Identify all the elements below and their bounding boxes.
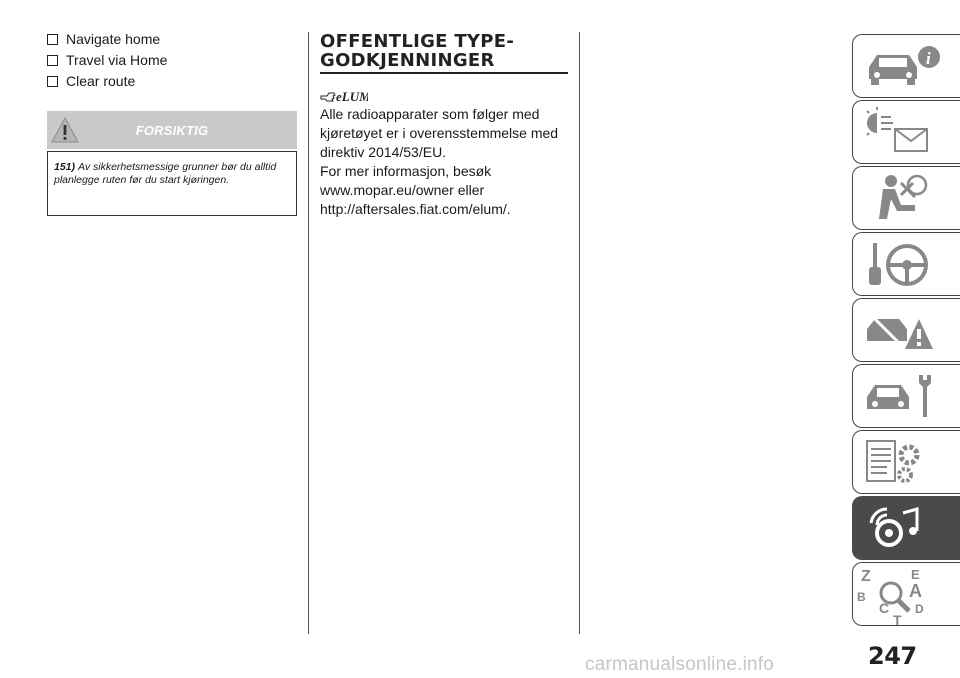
- index-letter: E: [911, 567, 920, 582]
- checklist-item: [47, 70, 297, 91]
- section-heading-line: GODKJENNINGER: [320, 50, 495, 71]
- multimedia-icon: [857, 499, 957, 557]
- index-search-icon: [857, 565, 957, 625]
- checklist-item: [47, 49, 297, 70]
- checklist-item: [47, 28, 297, 49]
- column-divider: [579, 32, 580, 634]
- body-line: http://aftersales.fiat.com/elum/.: [320, 201, 511, 217]
- left-column: [47, 28, 297, 216]
- caution-title: FORSIKTIG: [135, 123, 209, 138]
- checklist-label: Clear route: [66, 72, 136, 89]
- body-line: kjøretøyet er i overensstemmelse med: [320, 125, 559, 141]
- car-info-icon: [857, 37, 957, 95]
- tab-multimedia[interactable]: [852, 496, 960, 560]
- checklist-label: Navigate home: [66, 30, 161, 47]
- tab-car-service[interactable]: [852, 364, 960, 428]
- elum-marker: eLUM: [336, 89, 368, 103]
- index-letter: C: [879, 600, 890, 616]
- index-letter: A: [909, 581, 922, 601]
- index-letter: D: [915, 602, 924, 616]
- section-heading: [320, 32, 570, 70]
- section-body: [320, 105, 570, 219]
- tab-key-steering[interactable]: [852, 232, 960, 296]
- checkbox-icon: [47, 76, 58, 87]
- index-letter: Z: [861, 568, 871, 585]
- seat-airbag-icon: [857, 169, 957, 227]
- page-number: 247: [868, 642, 917, 670]
- index-letter: T: [893, 612, 902, 625]
- body-line: www.mopar.eu/owner eller: [320, 182, 485, 198]
- caution-text: [47, 151, 297, 216]
- index-letter: B: [857, 590, 866, 604]
- column-divider: [308, 32, 309, 634]
- tab-seat-airbag[interactable]: [852, 166, 960, 230]
- crash-warning-icon: [857, 301, 957, 359]
- specifications-gear-icon: [857, 433, 957, 491]
- body-line: direktiv 2014/53/EU.: [320, 144, 447, 160]
- caution-message: Av sikkerhetsmessige grunner bør du alltid planlegge ruten før du start kjøringen.: [54, 161, 277, 186]
- car-wrench-icon: [857, 367, 957, 425]
- checkbox-icon: [47, 55, 58, 66]
- tab-index[interactable]: [852, 562, 960, 626]
- warning-lights-icon: [857, 103, 957, 161]
- pointing-hand-icon: [320, 87, 368, 103]
- tab-car-info[interactable]: [852, 34, 960, 98]
- checkbox-icon: [47, 34, 58, 45]
- watermark: carmanualsonline.info: [585, 654, 775, 675]
- body-line: Alle radioapparater som følger med: [320, 106, 540, 122]
- caution-box: [47, 111, 297, 216]
- checklist-label: Travel via Home: [66, 51, 168, 68]
- tab-specifications[interactable]: [852, 430, 960, 494]
- section-heading-line: OFFENTLIGE TYPE-: [320, 31, 515, 52]
- key-steering-wheel-icon: [857, 235, 957, 293]
- middle-column: [320, 32, 570, 219]
- tab-crash-warning[interactable]: [852, 298, 960, 362]
- caution-reference-number: 151): [54, 161, 76, 173]
- svg-text:i: i: [926, 49, 931, 68]
- caution-header: [47, 111, 297, 149]
- body-line: For mer informasjon, besøk: [320, 163, 492, 179]
- elum-reference-icon: [320, 87, 570, 103]
- tab-warning-lights[interactable]: [852, 100, 960, 164]
- heading-underline: [320, 72, 568, 74]
